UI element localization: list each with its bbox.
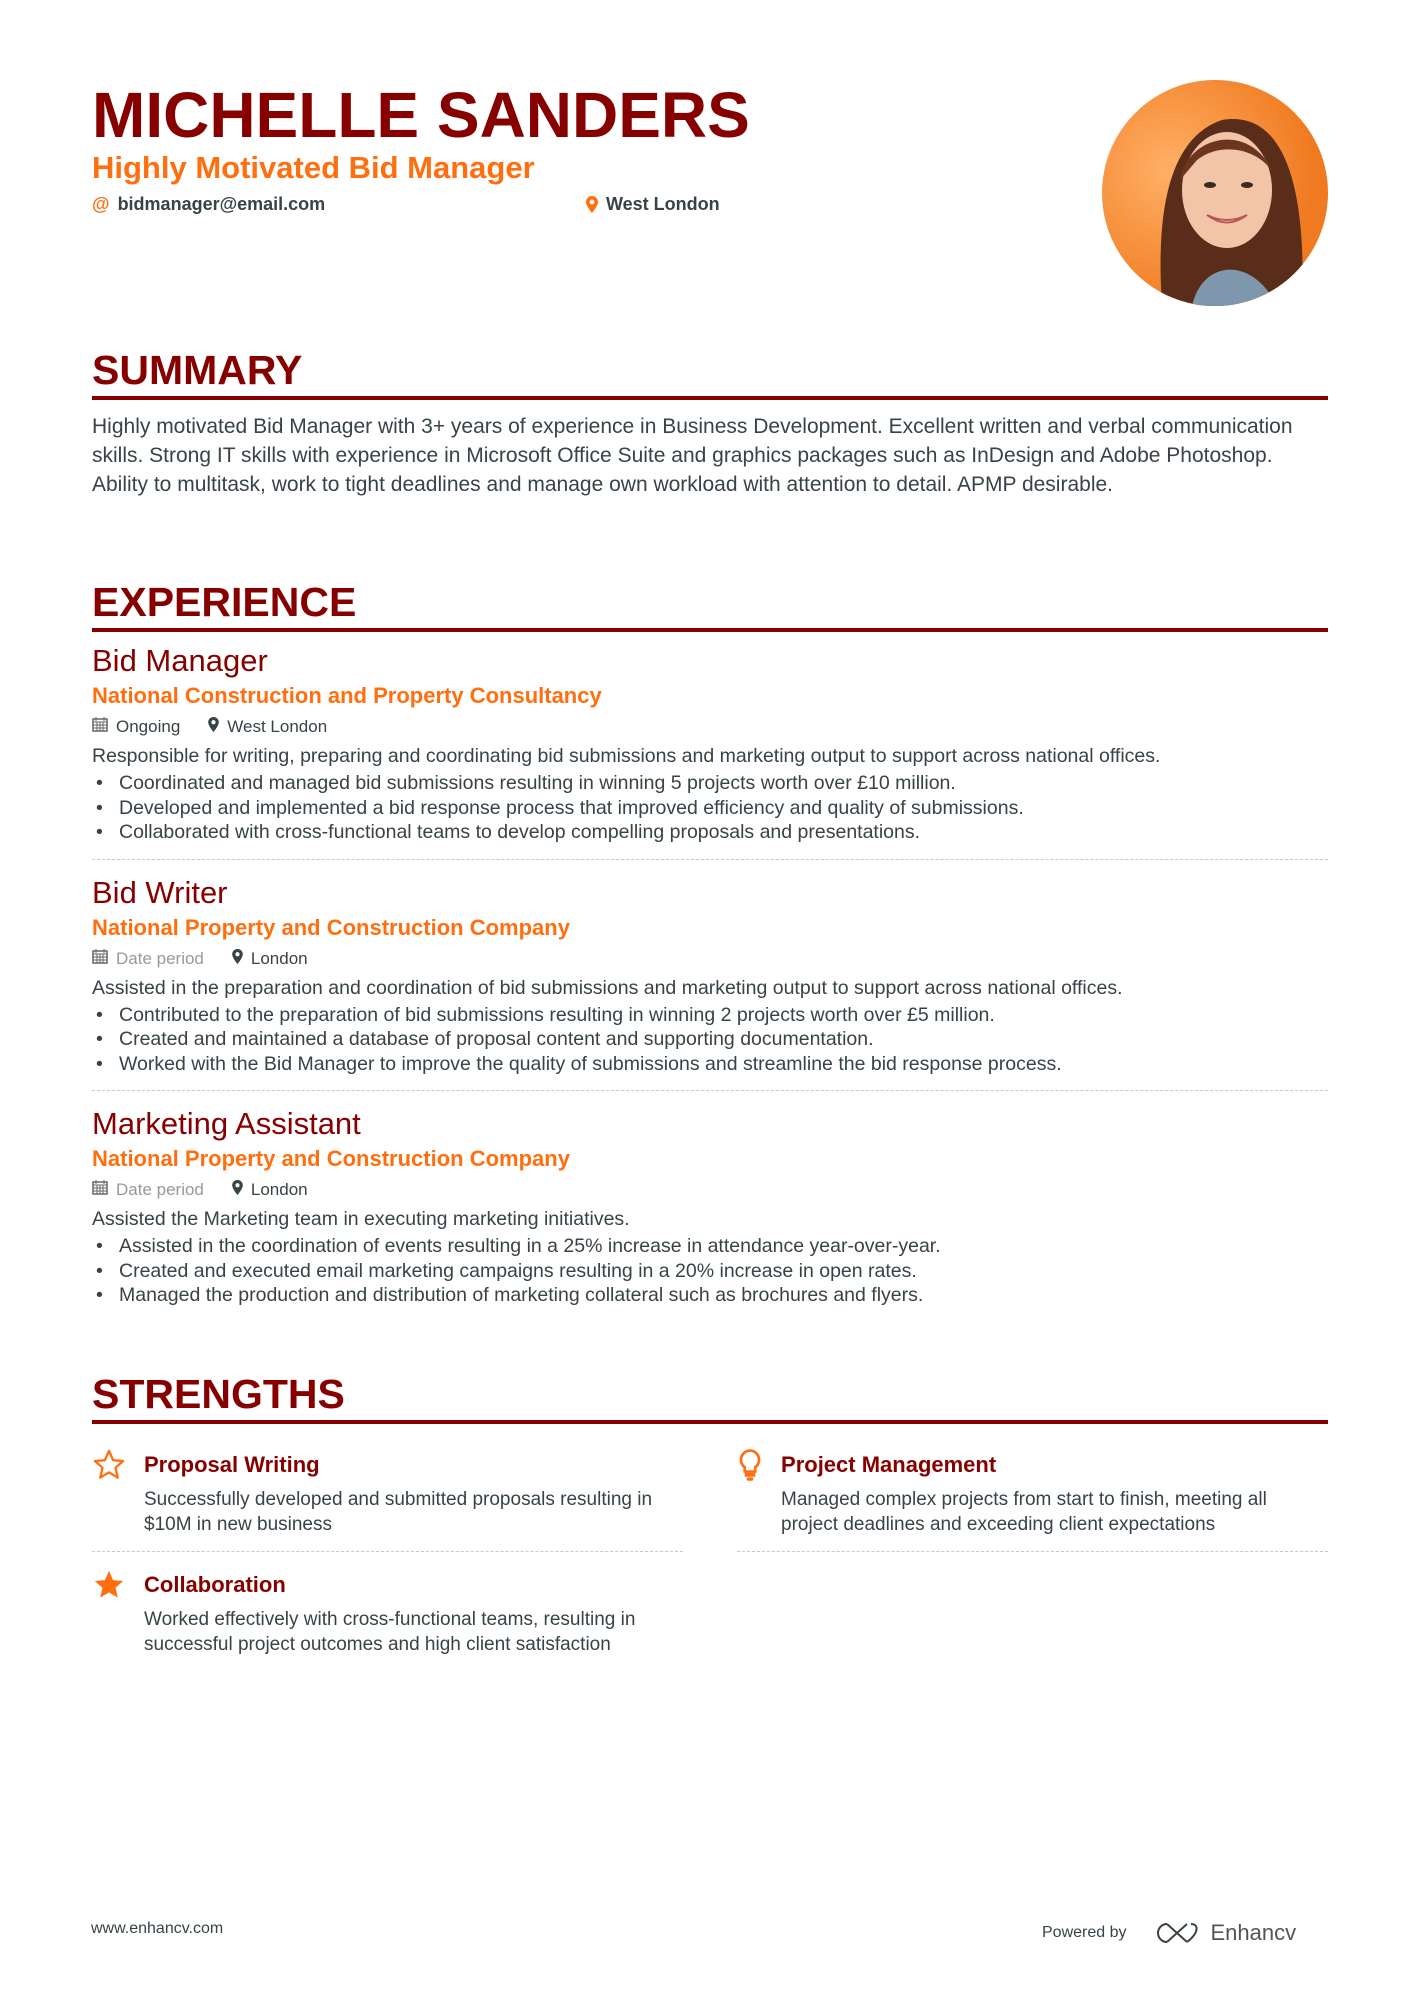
- bullet-item: • Created and maintained a database of proposal content and supporting documentation.: [92, 1027, 1328, 1052]
- strength-item: [92, 1432, 683, 1552]
- map-pin-icon: [586, 196, 598, 213]
- profile-photo: [1102, 80, 1328, 306]
- bullet-item: • Coordinated and managed bid submissions resulting in winning 5 projects worth over £10 million.: [92, 771, 1328, 796]
- job-date: Date period: [116, 948, 204, 968]
- map-pin-icon: [232, 944, 243, 974]
- footer-brand: [1042, 1920, 1296, 1946]
- summary-section: [92, 346, 1328, 499]
- powered-by-text: Powered by: [1042, 1924, 1127, 1941]
- bullet-item: • Assisted in the coordination of events resulting in a 25% increase in attendance year-over-year.: [92, 1234, 1328, 1259]
- email-contact[interactable]: [92, 194, 325, 215]
- strength-text: Managed complex projects from start to finish, meeting all project deadlines and exceeding client expectations: [781, 1489, 1267, 1535]
- enhancv-logo-icon: [1153, 1921, 1201, 1945]
- job-role: Bid Manager: [92, 643, 268, 678]
- job-bullets: [92, 771, 1328, 845]
- job-company: National Property and Construction Company: [92, 1146, 570, 1171]
- calendar-icon: [92, 944, 108, 974]
- location-contact: [586, 194, 720, 215]
- calendar-icon: [92, 1175, 108, 1205]
- bullet-item: • Developed and implemented a bid response process that improved efficiency and quality of submissions.: [92, 796, 1328, 821]
- candidate-title: Highly Motivated Bid Manager: [92, 150, 535, 185]
- job-description: Responsible for writing, preparing and coordinating bid submissions and marketing output to support across national offices.: [92, 745, 1161, 767]
- strength-item: [737, 1432, 1328, 1552]
- section-heading: SUMMARY: [92, 346, 1328, 400]
- job-description: Assisted in the preparation and coordination of bid submissions and marketing output to support across national offices.: [92, 976, 1123, 999]
- strength-title: Proposal Writing: [144, 1452, 320, 1477]
- bullet-item: • Created and executed email marketing campaigns resulting in a 20% increase in open rates.: [92, 1259, 1328, 1284]
- job-company: National Property and Construction Company: [92, 914, 570, 940]
- job-date: Date period: [116, 1180, 204, 1199]
- job-bullets: [92, 1234, 1328, 1308]
- star-outline-icon: [92, 1448, 126, 1537]
- job-location: London: [250, 1180, 308, 1199]
- experience-item: [92, 632, 1328, 860]
- map-pin-icon: [232, 1175, 243, 1205]
- bullet-item: • Contributed to the preparation of bid submissions resulting in winning 2 projects worth over £5 million.: [92, 1003, 1328, 1028]
- email-text: bidmanager@email.com: [117, 194, 326, 214]
- strengths-section: [92, 1370, 1328, 1671]
- job-location: West London: [227, 717, 328, 736]
- job-bullets: [92, 1003, 1328, 1077]
- strength-text: Worked effectively with cross-functional teams, resulting in successful project outcomes and high client satisfaction: [144, 1609, 636, 1655]
- job-role: Bid Writer: [92, 874, 228, 910]
- job-role: Marketing Assistant: [92, 1106, 361, 1141]
- footer-website[interactable]: www.enhancv.com: [91, 1920, 224, 1937]
- calendar-icon: [92, 712, 108, 742]
- strength-item: [92, 1552, 683, 1671]
- strengths-grid: [92, 1432, 1328, 1671]
- bullet-item: • Collaborated with cross-functional teams to develop compelling proposals and presentations.: [92, 820, 1328, 845]
- job-list: [92, 632, 1328, 1322]
- star-filled-icon: [92, 1568, 126, 1657]
- job-location: London: [250, 948, 308, 968]
- experience-item: [92, 1091, 1328, 1322]
- section-heading: STRENGTHS: [92, 1370, 1328, 1424]
- job-company: National Construction and Property Consultancy: [92, 683, 602, 708]
- job-date: Ongoing: [116, 717, 181, 736]
- at-icon: @: [92, 194, 110, 214]
- strength-title: Collaboration: [144, 1572, 286, 1597]
- brand-name: Enhancv: [1210, 1920, 1297, 1945]
- job-description: Assisted the Marketing team in executing marketing initiatives.: [92, 1208, 630, 1230]
- map-pin-icon: [208, 712, 219, 742]
- strength-text: Successfully developed and submitted proposals resulting in $10M in new business: [144, 1489, 653, 1535]
- bullet-item: • Managed the production and distribution of marketing collateral such as brochures and flyers.: [92, 1283, 1328, 1308]
- experience-item: [92, 860, 1328, 1092]
- strength-title: Project Management: [781, 1452, 997, 1477]
- lightbulb-icon: [737, 1448, 763, 1537]
- section-heading: EXPERIENCE: [92, 578, 1328, 632]
- bullet-item: • Worked with the Bid Manager to improve the quality of submissions and streamline the bid response process.: [92, 1052, 1328, 1077]
- summary-text: Highly motivated Bid Manager with 3+ years of experience in Business Development. Excellent written and verbal communication skills. Strong IT skills with experience in Microsoft Office Suite and graphics packages such as InDesign and Adobe Photoshop. Ability to multitask, work to tight deadlines and manage own workload with attention to detail. APMP desirable.: [92, 415, 1293, 496]
- location-text: West London: [606, 194, 720, 214]
- candidate-name: MICHELLE SANDERS: [92, 79, 750, 151]
- experience-section: [92, 578, 1328, 1322]
